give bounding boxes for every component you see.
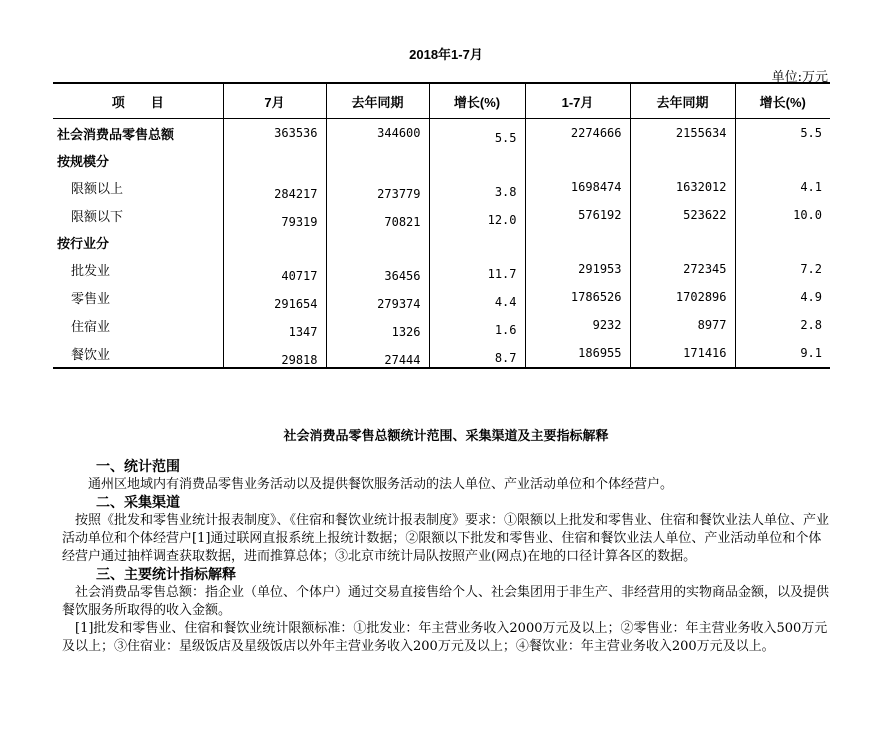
section-text-threshold: [1]批发和零售业、住宿和餐饮业统计限额标准：①批发业：年主营业务收入2000万元及以上；②零售业：年主营业务收入500万元及以上；③住宿业：星级饭店及星级饭店以外年主营业务收入200万元及以上；④餐饮业：年主营业务收入200万元及以上。 <box>62 621 828 654</box>
cell-value: 284217 <box>223 173 326 201</box>
table-header-row <box>53 83 830 119</box>
row-label: 住宿业 <box>71 319 111 335</box>
cell-value <box>630 147 735 173</box>
cell-value: 1786526 <box>525 283 630 311</box>
cell-value: 11.7 <box>429 255 525 283</box>
cell-value: 1347 <box>223 311 326 339</box>
cell-value: 10.0 <box>735 201 830 229</box>
cell-value: 2274666 <box>525 119 630 148</box>
row-label: 按行业分 <box>57 236 110 252</box>
row-label: 限额以上 <box>71 181 124 197</box>
header-item: 项 目 <box>53 83 223 119</box>
row-label: 按规模分 <box>57 154 110 170</box>
cell-value: 29818 <box>223 339 326 368</box>
cell-value <box>735 147 830 173</box>
cell-value: 291953 <box>525 255 630 283</box>
table-row <box>53 173 830 201</box>
cell-value: 1326 <box>326 311 429 339</box>
cell-value <box>429 147 525 173</box>
cell-value: 344600 <box>326 119 429 148</box>
cell-value: 79319 <box>223 201 326 229</box>
cell-value: 7.2 <box>735 255 830 283</box>
cell-value: 40717 <box>223 255 326 283</box>
section-heading-scope: 一、统计范围 <box>96 459 180 475</box>
cell-value: 186955 <box>525 339 630 368</box>
cell-value: 4.4 <box>429 283 525 311</box>
cell-value <box>326 147 429 173</box>
table-row <box>53 339 830 368</box>
cell-value: 1.6 <box>429 311 525 339</box>
section-heading-indicators: 三、主要统计指标解释 <box>96 567 236 583</box>
cell-value: 2.8 <box>735 311 830 339</box>
cell-value: 12.0 <box>429 201 525 229</box>
cell-value <box>630 229 735 255</box>
notes-section <box>62 458 833 656</box>
unit-label: 单位:万元 <box>771 70 828 85</box>
cell-value <box>525 229 630 255</box>
table-row <box>53 201 830 229</box>
cell-value: 27444 <box>326 339 429 368</box>
cell-value: 9.1 <box>735 339 830 368</box>
cell-value: 4.9 <box>735 283 830 311</box>
table-row <box>53 255 830 283</box>
header-last-year-ytd: 去年同期 <box>630 83 735 119</box>
cell-value: 273779 <box>326 173 429 201</box>
row-label: 限额以下 <box>71 209 124 225</box>
cell-value: 363536 <box>223 119 326 148</box>
table-row <box>53 311 830 339</box>
cell-value: 1698474 <box>525 173 630 201</box>
cell-value: 2155634 <box>630 119 735 148</box>
section-text-scope: 通州区地域内有消费品零售业务活动以及提供餐饮服务活动的法人单位、产业活动单位和个体经营户。 <box>88 477 674 492</box>
cell-value: 1632012 <box>630 173 735 201</box>
cell-value: 8977 <box>630 311 735 339</box>
table-row <box>53 147 830 173</box>
cell-value: 5.5 <box>429 119 525 148</box>
table-row <box>53 119 830 148</box>
notes-title: 社会消费品零售总额统计范围、采集渠道及主要指标解释 <box>283 429 609 444</box>
cell-value <box>525 147 630 173</box>
header-growth: 增长(%) <box>429 83 525 119</box>
table-row <box>53 283 830 311</box>
cell-value: 291654 <box>223 283 326 311</box>
row-label: 零售业 <box>71 291 111 307</box>
cell-value: 70821 <box>326 201 429 229</box>
retail-sales-table <box>53 82 830 369</box>
cell-value: 3.8 <box>429 173 525 201</box>
cell-value: 576192 <box>525 201 630 229</box>
cell-value: 279374 <box>326 283 429 311</box>
report-period: 2018年1-7月 <box>409 47 483 62</box>
section-text-indicator-def: 社会消费品零售总额：指企业（单位、个体户）通过交易直接售给个人、社会集团用于非生产、非经营用的实物商品金额，以及提供餐饮服务所取得的收入金额。 <box>62 585 830 618</box>
cell-value <box>223 147 326 173</box>
header-jan-jul: 1-7月 <box>525 83 630 119</box>
cell-value: 5.5 <box>735 119 830 148</box>
header-growth-ytd: 增长(%) <box>735 83 830 119</box>
header-july: 7月 <box>223 83 326 119</box>
cell-value: 36456 <box>326 255 429 283</box>
cell-value: 9232 <box>525 311 630 339</box>
table-row <box>53 229 830 255</box>
cell-value <box>735 229 830 255</box>
cell-value: 523622 <box>630 201 735 229</box>
row-label: 餐饮业 <box>53 339 223 368</box>
cell-value <box>223 229 326 255</box>
row-label: 批发业 <box>71 263 111 279</box>
cell-value <box>429 229 525 255</box>
cell-value: 8.7 <box>429 339 525 368</box>
cell-value: 272345 <box>630 255 735 283</box>
section-text-channels: 按照《批发和零售业统计报表制度》、《住宿和餐饮业统计报表制度》要求：①限额以上批发和零售业、住宿和餐饮业法人单位、产业活动单位和个体经营户[1]通过联网直报系统上报统计数据；②限额以下批发和零售业、住宿和餐饮业法人单位、产业活动单位和个体经营户通过抽样调查获取数据，进而推算总体；③北京市统计局队按照产业(网点)在地的口径计算各区的数据。 <box>62 513 830 564</box>
cell-value: 4.1 <box>735 173 830 201</box>
cell-value <box>326 229 429 255</box>
section-heading-channels: 二、采集渠道 <box>96 495 180 511</box>
header-last-year: 去年同期 <box>326 83 429 119</box>
cell-value: 171416 <box>630 339 735 368</box>
cell-value: 1702896 <box>630 283 735 311</box>
row-label: 社会消费品零售总额 <box>57 127 175 143</box>
